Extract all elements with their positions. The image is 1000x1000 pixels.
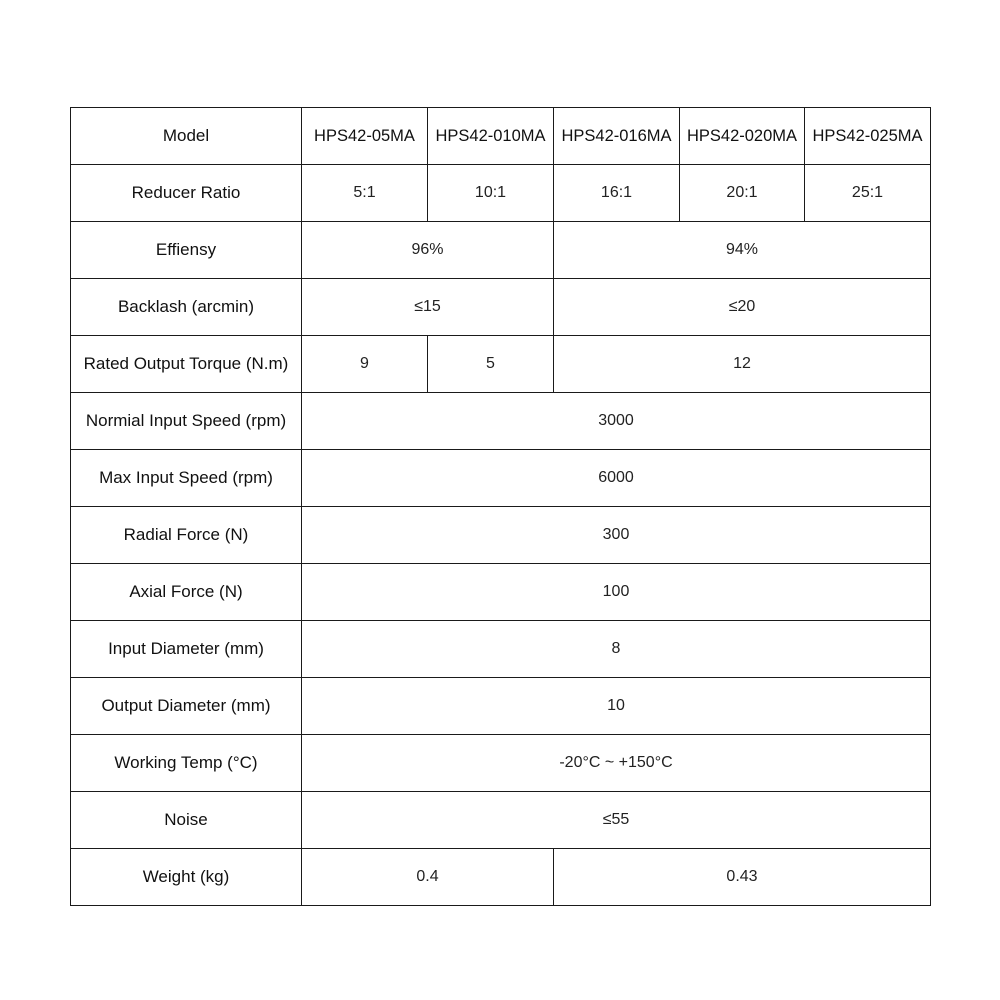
table-cell: ≤15 [302,279,554,336]
row-label: Weight (kg) [71,849,302,906]
table-row [71,165,931,222]
row-label: Output Diameter (mm) [71,678,302,735]
table-header-row [71,108,931,165]
table-row [71,678,931,735]
table-row [71,222,931,279]
table-cell: 9 [302,336,428,393]
table-cell: 100 [302,564,931,621]
header-label: Model [71,108,302,165]
table-row [71,564,931,621]
row-label: Reducer Ratio [71,165,302,222]
table-cell: 6000 [302,450,931,507]
table-cell: 3000 [302,393,931,450]
table-cell: ≤55 [302,792,931,849]
table-cell: 300 [302,507,931,564]
table-cell: 12 [554,336,931,393]
row-label: Noise [71,792,302,849]
row-label: Max Input Speed (rpm) [71,450,302,507]
table-cell: 20:1 [680,165,805,222]
table-row [71,393,931,450]
table-row [71,336,931,393]
table-cell: 25:1 [805,165,931,222]
table-cell: 0.43 [554,849,931,906]
table-cell: 8 [302,621,931,678]
table-cell: 5 [428,336,554,393]
table-cell: 10:1 [428,165,554,222]
row-label: Backlash (arcmin) [71,279,302,336]
row-label: Radial Force (N) [71,507,302,564]
table-row [71,450,931,507]
model-header-cell: HPS42-025MA [805,108,931,165]
table-cell: ≤20 [554,279,931,336]
row-label: Axial Force (N) [71,564,302,621]
table-cell: 0.4 [302,849,554,906]
table-row [71,507,931,564]
table-row [71,792,931,849]
row-label: Input Diameter (mm) [71,621,302,678]
model-header-cell: HPS42-016MA [554,108,680,165]
model-header-cell: HPS42-020MA [680,108,805,165]
table-cell: 96% [302,222,554,279]
table-cell: 94% [554,222,931,279]
table-row [71,735,931,792]
table-cell: 16:1 [554,165,680,222]
row-label: Working Temp (°C) [71,735,302,792]
table-row [71,279,931,336]
table-row [71,621,931,678]
model-header-cell: HPS42-010MA [428,108,554,165]
table-cell: 10 [302,678,931,735]
model-header-cell: HPS42-05MA [302,108,428,165]
row-label: Effiensy [71,222,302,279]
table-row [71,849,931,906]
row-label: Rated Output Torque (N.m) [71,336,302,393]
table-cell: -20°C ~ +150°C [302,735,931,792]
spec-table [70,107,931,906]
table-cell: 5:1 [302,165,428,222]
row-label: Normial Input Speed (rpm) [71,393,302,450]
